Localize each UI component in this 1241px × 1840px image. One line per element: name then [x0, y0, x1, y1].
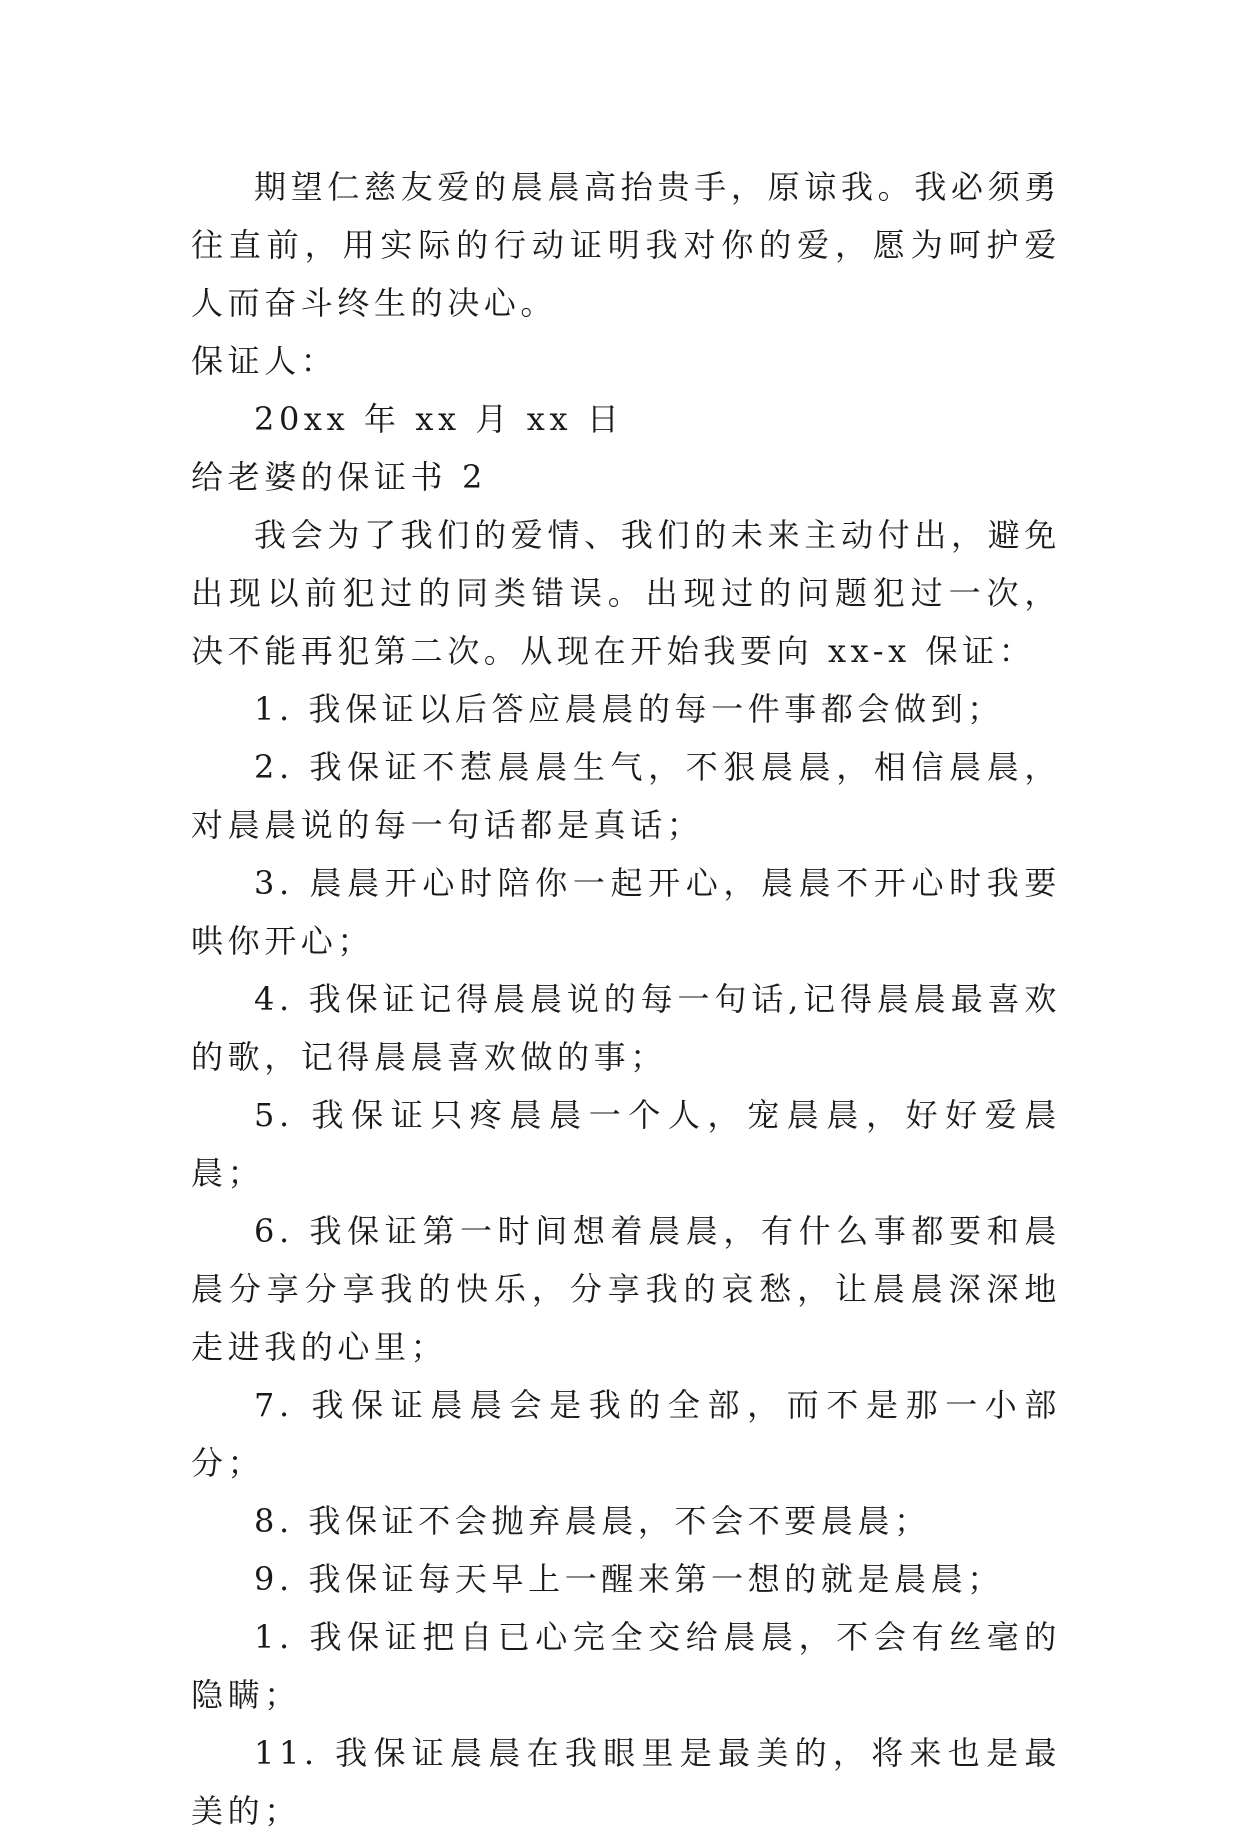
list-item: 3. 晨晨开心时陪你一起开心，晨晨不开心时我要哄你开心； — [191, 864, 1061, 960]
paragraph-intro: 我会为了我们的爱情、我们的未来主动付出，避免出现以前犯过的同类错误。出现过的问题犯过一次，决不能再犯第二次。从现在开始我要向 xx-x 保证： — [191, 516, 1061, 670]
list-item: 5. 我保证只疼晨晨一个人，宠晨晨，好好爱晨晨； — [191, 1096, 1061, 1192]
list-item: 1. 我保证以后答应晨晨的每一件事都会做到； — [254, 690, 1004, 728]
list-item: 4. 我保证记得晨晨说的每一句话,记得晨晨最喜欢的歌，记得晨晨喜欢做的事； — [191, 980, 1061, 1076]
paragraph-apology-closing: 期望仁慈友爱的晨晨高抬贵手，原谅我。我必须勇往直前，用实际的行动证明我对你的爱，愿为呵护爱人而奋斗终生的决心。 — [191, 168, 1061, 322]
list-item: 11. 我保证晨晨在我眼里是最美的，将来也是最美的； — [191, 1734, 1061, 1830]
date-line: 20xx 年 xx 月 xx 日 — [254, 400, 624, 438]
section-heading: 给老婆的保证书 2 — [191, 458, 487, 496]
list-item: 7. 我保证晨晨会是我的全部，而不是那一小部分； — [191, 1386, 1061, 1482]
list-item: 9. 我保证每天早上一醒来第一想的就是晨晨； — [254, 1560, 1004, 1598]
document-page — [191, 158, 1061, 1840]
list-item: 1. 我保证把自已心完全交给晨晨，不会有丝毫的隐瞒； — [191, 1618, 1061, 1714]
list-item: 2. 我保证不惹晨晨生气，不狠晨晨，相信晨晨，对晨晨说的每一句话都是真话； — [191, 748, 1061, 844]
list-item: 8. 我保证不会抛弃晨晨，不会不要晨晨； — [254, 1502, 931, 1540]
signature-label: 保证人： — [191, 342, 338, 380]
list-item: 6. 我保证第一时间想着晨晨，有什么事都要和晨晨分享分享我的快乐，分享我的哀愁，让晨晨深深地走进我的心里； — [191, 1212, 1061, 1366]
